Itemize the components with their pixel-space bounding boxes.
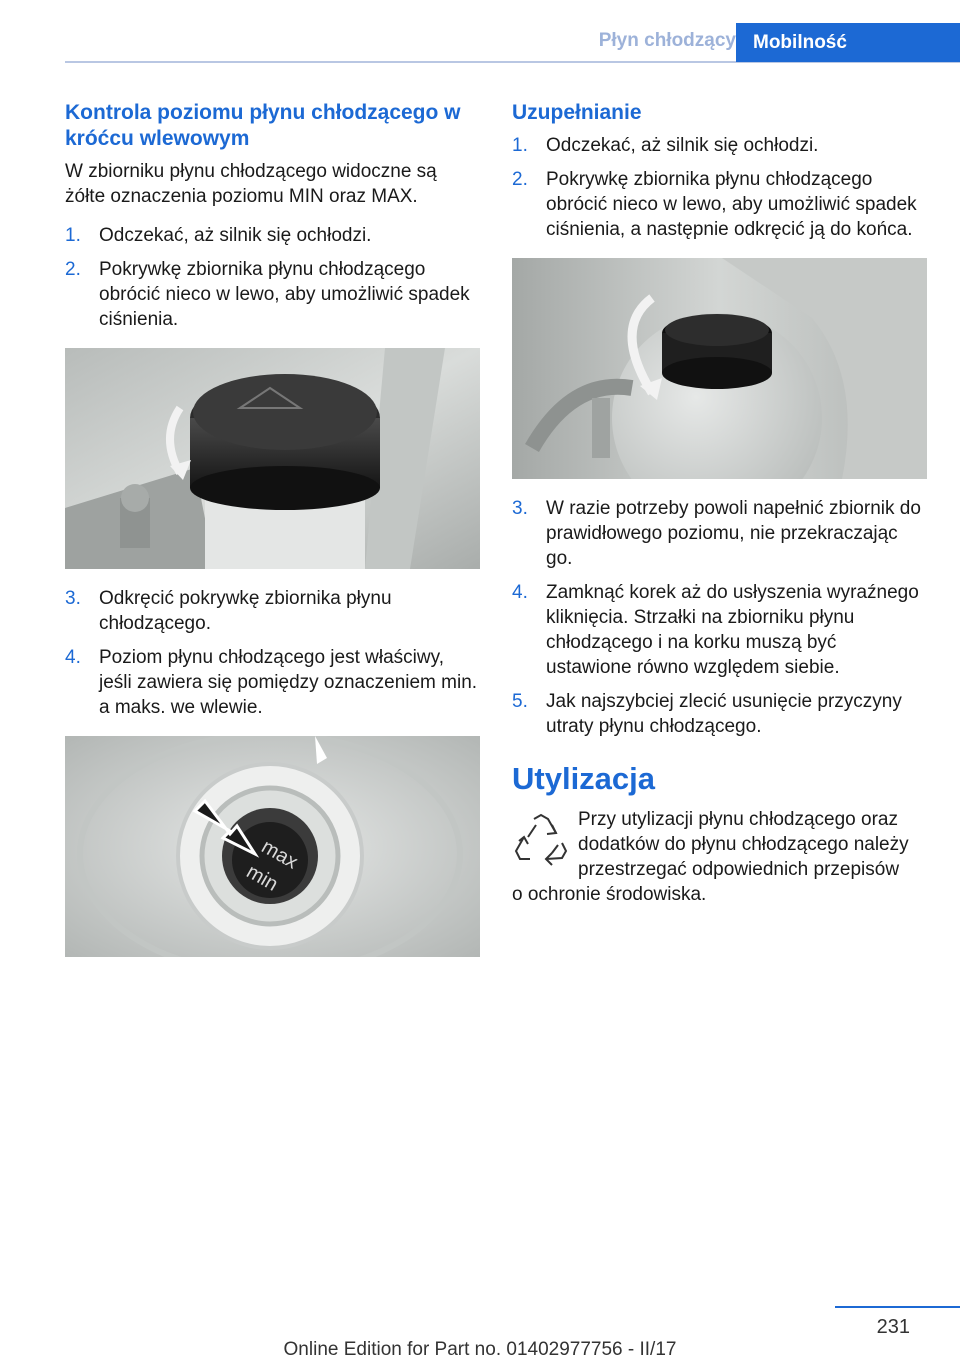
header-section-title: Płyn chłodzący [598, 30, 736, 51]
list-item: 4. Poziom płynu chłodzącego jest właściwy, jeśli zawiera się pomiędzy oznaczeniem min. a maks. we wlewie. [65, 647, 478, 718]
steps-list [512, 133, 927, 242]
photo-coolant-tank [512, 258, 927, 479]
list-item: 4. Zamknąć korek aż do usłyszenia wyraźnego kliknięcia. Strzałki na zbiorniku płynu chłodzącego i na korku muszą być ustawione równo względem siebie. [512, 582, 919, 678]
list-item: 1. Odczekać, aż silnik się ochłodzi. [65, 225, 372, 246]
intro-paragraph: W zbiorniku płynu chłodzącego widoczne są żółte oznaczenia poziomu MIN oraz MAX. [65, 161, 437, 207]
list-item: 3. Odkręcić pokrywkę zbiornika płynu chłodzącego. [65, 588, 392, 634]
steps-list [65, 223, 480, 332]
left-column [65, 100, 480, 974]
page-number: 231 [876, 1316, 910, 1338]
section-heading-refill: Uzupełnianie [512, 101, 642, 124]
disposal-text: Przy utylizacji płynu chłodzącego oraz dodatków do płynu chłodzącego należy przestrzegać odpowiednich przepisów o ochronie środowiska. [512, 809, 909, 905]
photo-coolant-cap [65, 348, 480, 569]
header-chapter-tab: Mobilność [736, 23, 960, 62]
section-title-disposal: Utylizacja [512, 761, 656, 796]
list-item: 2. Pokrywkę zbiornika płynu chłodzącego obrócić nieco w lewo, aby umożliwić spadek ciśnienia, a następnie odkręcić ją do końca. [512, 169, 917, 240]
list-item: 3. W razie potrzeby powoli napełnić zbiornik do prawidłowego poziomu, nie przekraczając go. [512, 498, 921, 569]
max-label: max [257, 835, 302, 874]
steps-list [65, 586, 480, 720]
edition-footer: Online Edition for Part no. 01402977756 - II/17 [283, 1339, 677, 1360]
steps-list [512, 496, 927, 739]
list-item: 2. Pokrywkę zbiornika płynu chłodzącego obrócić nieco w lewo, aby umożliwić spadek ciśnienia. [65, 259, 470, 330]
right-column [512, 100, 927, 907]
list-item: 5. Jak najszybciej zlecić usunięcie przyczyny utraty płynu chłodzącego. [512, 691, 902, 737]
section-heading-check-level: Kontrola poziomu płynu chłodzącego w króćcu wlewowym [65, 101, 461, 150]
footer-rule [835, 1306, 960, 1308]
min-label: min [242, 860, 282, 896]
disposal-note [512, 807, 927, 907]
recycle-icon [512, 811, 570, 867]
photo-filler-neck [65, 736, 480, 957]
list-item: 1. Odczekać, aż silnik się ochłodzi. [512, 135, 819, 156]
